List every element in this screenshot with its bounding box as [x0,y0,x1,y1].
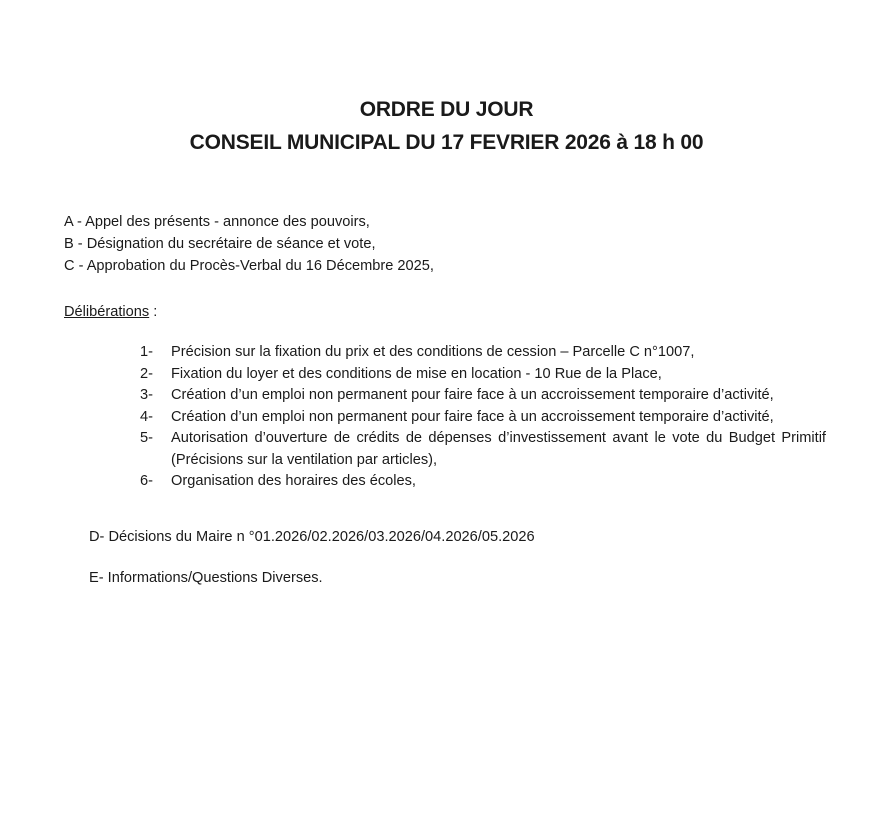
deliberation-item-4 [140,407,826,429]
deliberation-number: 5- [140,430,153,446]
deliberation-item-6 [140,471,826,493]
preliminary-item-b: B - Désignation du secrétaire de séance et vote, [64,236,376,252]
title-council-session: CONSEIL MUNICIPAL DU 17 FEVRIER 2026 à 18 h 00 [189,131,704,154]
preliminary-items [64,211,434,277]
mayor-decisions: D- Décisions du Maire n °01.2026/02.2026/03.2026/04.2026/05.2026 [89,529,535,545]
deliberations-heading-colon: : [149,304,158,320]
deliberation-number: 6- [140,473,153,489]
deliberations-heading [64,301,157,323]
preliminary-item-c: C - Approbation du Procès-Verbal du 16 Décembre 2025, [64,258,434,274]
deliberation-text: Création d’un emploi non permanent pour faire face à un accroissement temporaire d’activité, [171,408,774,425]
deliberation-text: Précision sur la fixation du prix et des conditions de cession – Parcelle C n°1007, [171,344,695,360]
deliberation-number: 2- [140,365,153,382]
preliminary-item-a: A - Appel des présents - annonce des pouvoirs, [64,214,370,230]
deliberation-item-1 [140,342,826,364]
deliberation-text: Fixation du loyer et des conditions de mise en location - 10 Rue de la Place, [171,365,662,382]
deliberation-number: 4- [140,408,153,425]
deliberation-text: Organisation des horaires des écoles, [171,473,416,489]
informations-questions: E- Informations/Questions Diverses. [89,570,323,586]
title-agenda: ORDRE DU JOUR [359,98,534,121]
deliberation-number: 3- [140,387,153,403]
deliberation-item-3 [140,385,826,407]
deliberation-text: Autorisation d’ouverture de crédits de dépenses d’investissement avant le vote du Budget Primitif (Précisions sur la ventilation par articles), [171,430,826,468]
deliberation-number: 1- [140,344,153,360]
deliberation-item-2 [140,364,826,386]
deliberation-text: Création d’un emploi non permanent pour faire face à un accroissement temporaire d’activité, [171,387,774,403]
deliberations-heading-label: Délibérations [64,304,150,320]
deliberations-list [140,342,826,493]
document-title [0,93,893,159]
deliberation-item-5 [140,428,826,471]
